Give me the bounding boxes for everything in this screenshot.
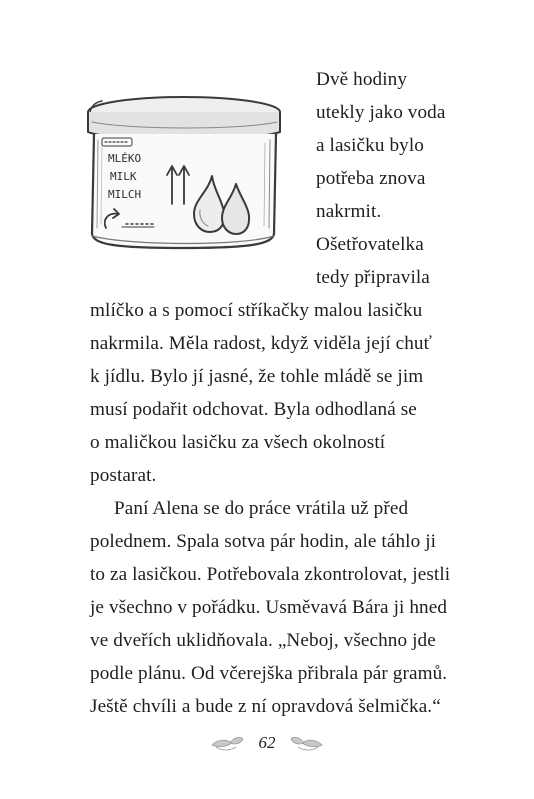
text-line: nakrmit. bbox=[316, 201, 382, 222]
text-line: Paní Alena se do práce vrátila už před bbox=[114, 498, 409, 519]
text-line: Ještě chvíli a bude z ní opravdová šelmička.“ bbox=[90, 696, 441, 717]
text-line: ve dveřích uklidňovala. „Neboj, všechno jde bbox=[90, 630, 436, 651]
text-line: Ošetřovatelka bbox=[316, 234, 424, 255]
text-line: polednem. Spala sotva pár hodin, ale táhlo ji bbox=[90, 531, 437, 552]
text-line: k jídlu. Bylo jí jasné, že tohle mládě se jim bbox=[90, 366, 424, 387]
text-line: postarat. bbox=[90, 465, 157, 486]
text-line: o maličkou lasičku za všech okolností bbox=[90, 432, 386, 453]
text-line: a lasičku bylo bbox=[316, 135, 424, 156]
text-line: Dvě hodiny bbox=[316, 69, 408, 90]
text-line: to za lasičkou. Potřebovala zkontrolovat, jestli bbox=[90, 564, 451, 585]
milk-tin-illustration bbox=[72, 88, 290, 256]
text-line: nakrmila. Měla radost, když viděla její chuť bbox=[90, 333, 432, 354]
text-line: mlíčko a s pomocí stříkačky malou lasičku bbox=[90, 300, 423, 321]
text-line: je všechno v pořádku. Usměvavá Bára ji hned bbox=[90, 597, 448, 618]
page-number: 62 bbox=[258, 733, 276, 752]
leaf-ornament-right-icon bbox=[290, 733, 324, 753]
text-line: utekly jako voda bbox=[316, 102, 446, 123]
tin-label-line-1: MLÉKO bbox=[108, 152, 142, 165]
tin-label-line-3: MILCH bbox=[108, 188, 142, 201]
text-line: tedy připravila bbox=[316, 267, 430, 288]
text-line: musí podařit odchovat. Byla odhodlaná se bbox=[90, 399, 417, 420]
tin-label-line-2: MILK bbox=[110, 170, 137, 183]
text-line: podle plánu. Od včerejška přibrala pár gramů. bbox=[90, 663, 448, 684]
text-line: potřeba znova bbox=[316, 168, 426, 189]
